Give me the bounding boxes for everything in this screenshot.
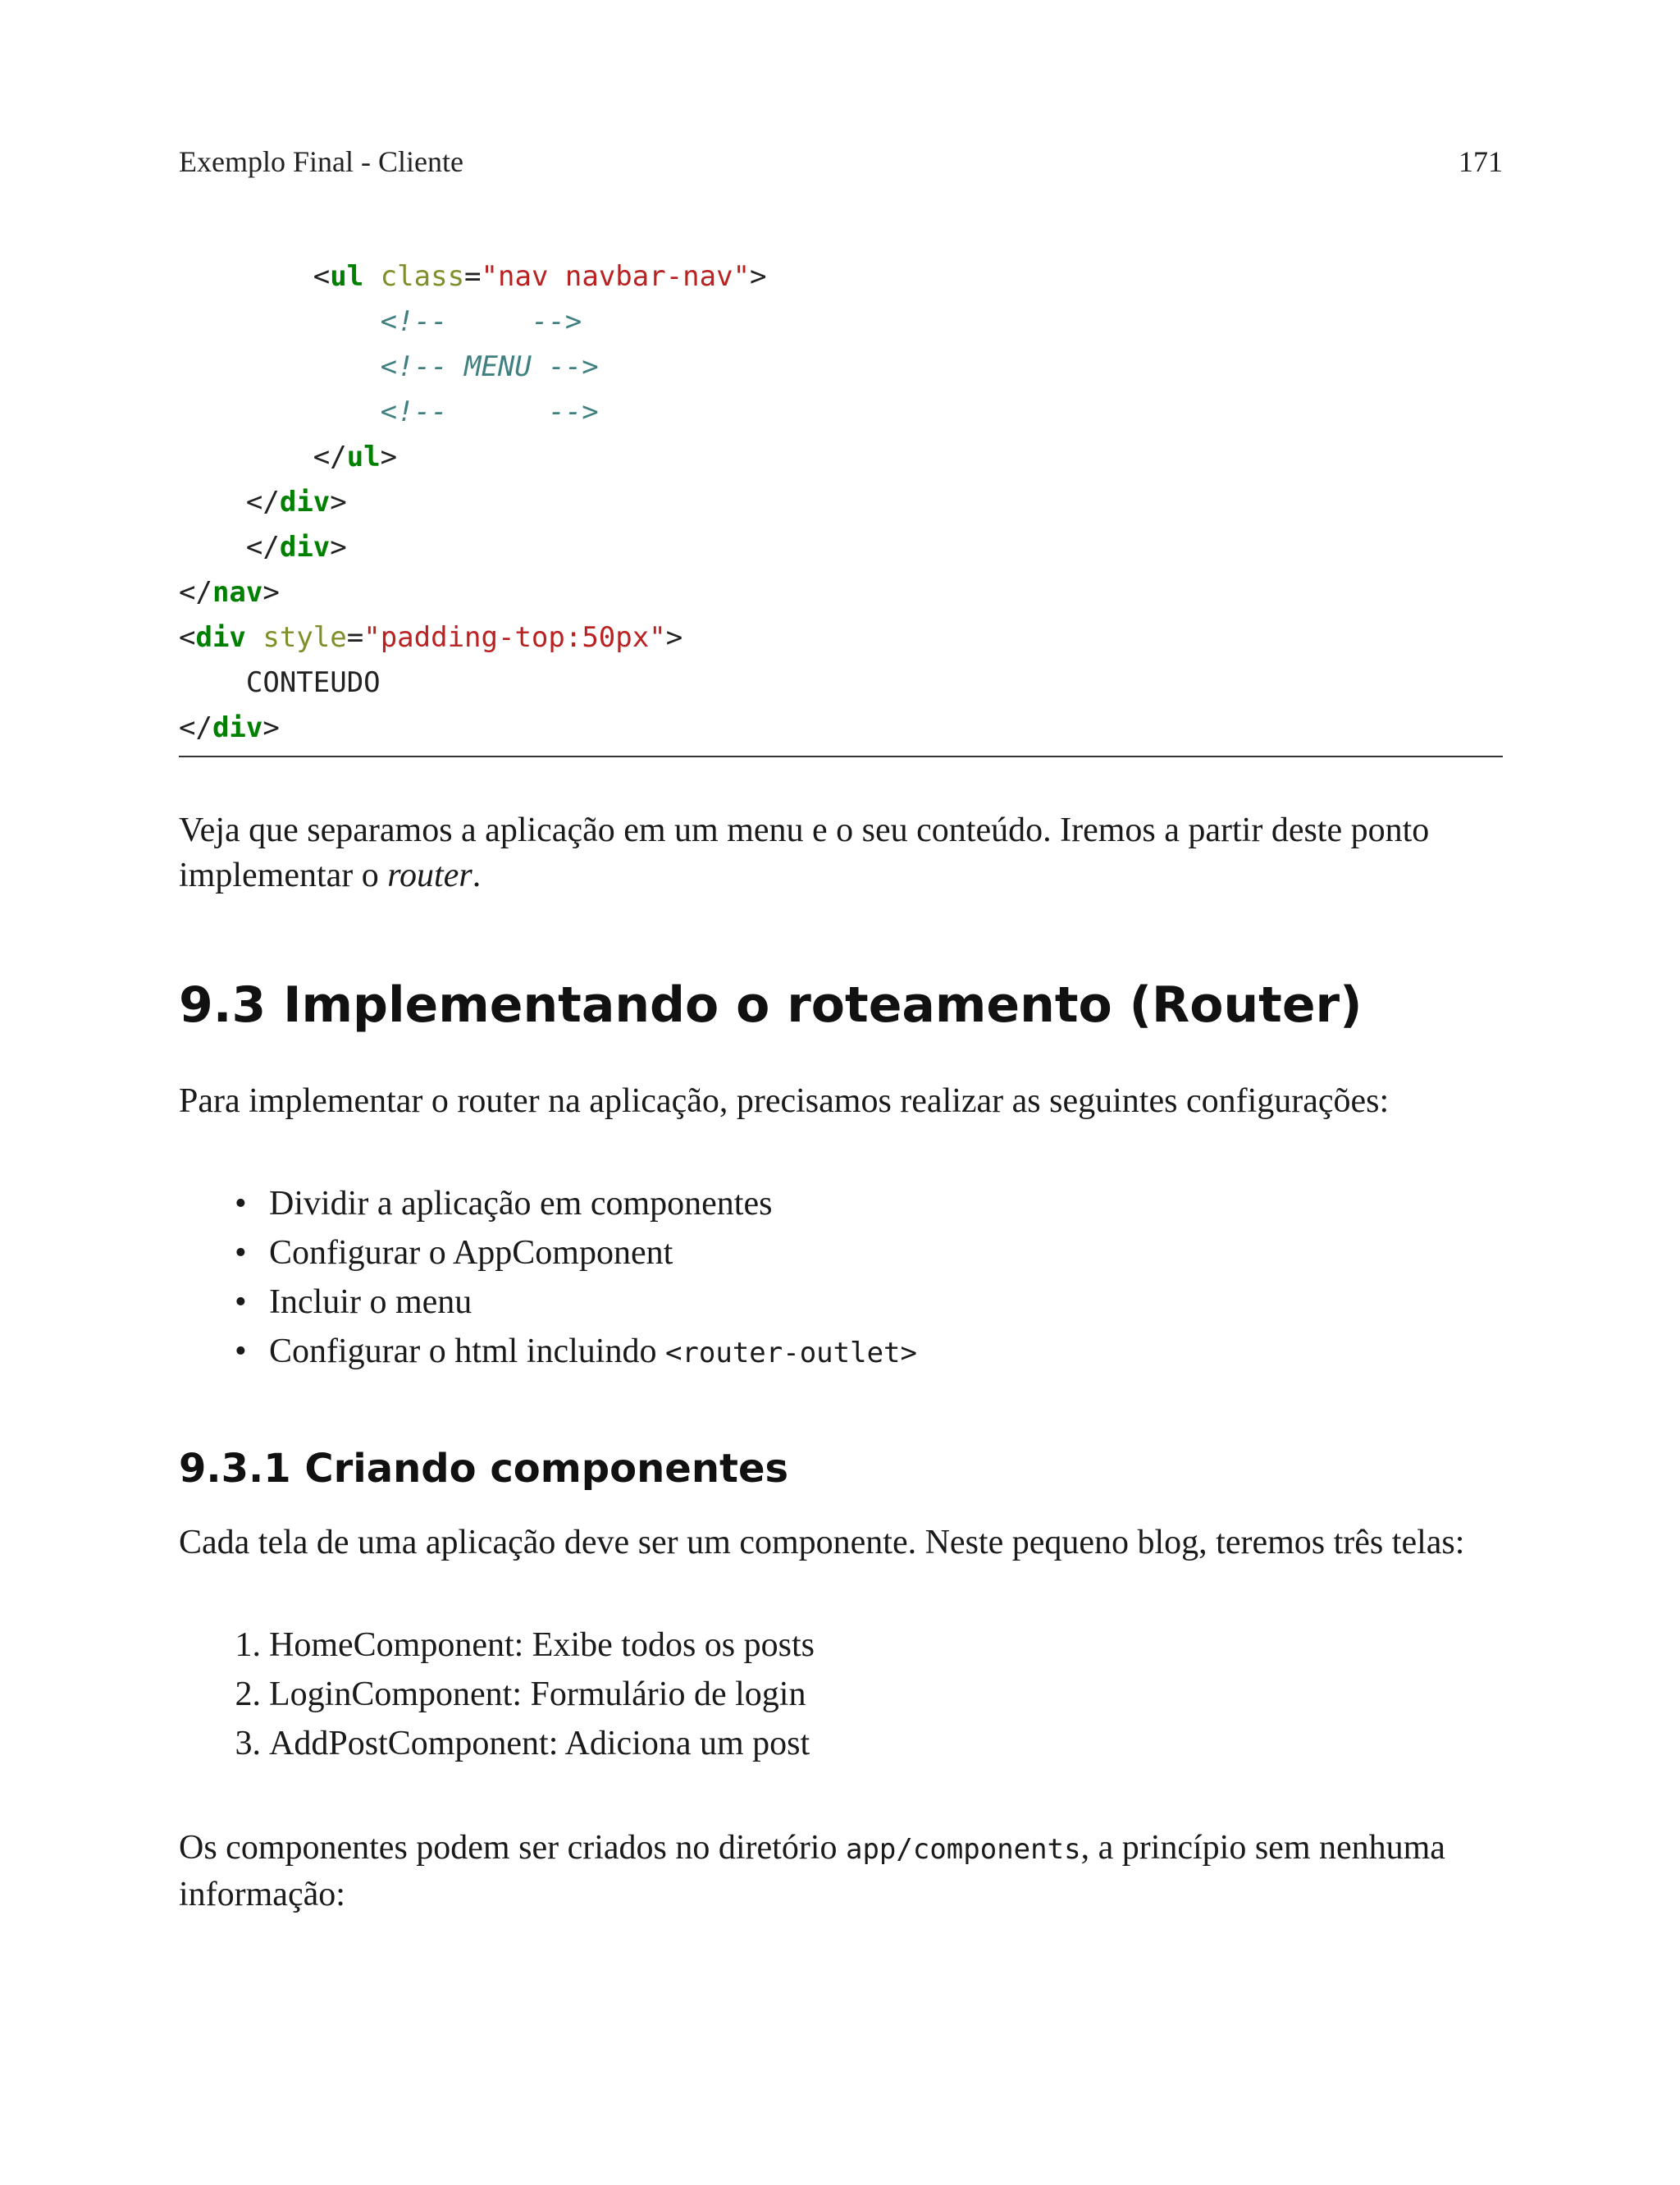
page-number: 171 (1459, 145, 1503, 178)
code-token: > (665, 621, 683, 654)
code-line (179, 435, 1503, 480)
code-token (179, 531, 246, 564)
code-token: < (179, 621, 196, 654)
code-line (179, 661, 1503, 706)
list-number: 2. (235, 1675, 261, 1713)
list-number: 1. (235, 1626, 261, 1664)
list-item-text: Configurar o AppComponent (269, 1234, 673, 1272)
bullet-marker: • (235, 1234, 247, 1272)
code-token: class (380, 260, 465, 293)
code-token: nav (212, 576, 263, 609)
code-token: > (262, 711, 280, 744)
chapter-title: Exemplo Final - Cliente (179, 145, 463, 178)
code-token: ul (330, 260, 364, 293)
list-item-text: LoginComponent: Formulário de login (269, 1675, 806, 1713)
list-item-text: AddPostComponent: Adiciona um post (269, 1725, 810, 1762)
code-line (179, 299, 1503, 345)
code-token: <!-- --> (380, 305, 582, 338)
code-listing (179, 254, 1503, 757)
paragraph-components-end: , a princípio sem nenhuma informação: (179, 1829, 1445, 1913)
bullet-marker: • (235, 1185, 247, 1223)
code-line (179, 390, 1503, 435)
code-token: CONTEUDO (179, 666, 381, 699)
list-number: 3. (235, 1725, 261, 1762)
code-token: </ (245, 531, 280, 564)
paragraph-intro (179, 808, 1503, 898)
code-token: > (262, 576, 280, 609)
running-header (179, 144, 1503, 179)
code-token: </ (179, 711, 212, 744)
code-token (179, 486, 246, 519)
list-item (179, 1278, 1503, 1327)
list-item (179, 1179, 1503, 1228)
paragraph-components-text: Os componentes podem ser criados no diretório (179, 1829, 846, 1867)
code-token (179, 395, 381, 428)
code-token: div (279, 486, 331, 519)
bullet-list (179, 1179, 1503, 1376)
paragraph-intro-text: Veja que separamos a aplicação em um menu e o seu conteúdo. Iremos a partir deste ponto implementar o (179, 811, 1430, 894)
inline-code-router-outlet: <router-outlet> (664, 1337, 917, 1369)
code-token: = (346, 621, 364, 654)
code-token: "padding-top:50px" (363, 621, 666, 654)
code-token: > (330, 486, 347, 519)
code-token: </ (179, 576, 212, 609)
section-heading-9-3-1: 9.3.1 Criando componentes (179, 1446, 789, 1492)
code-token: style (262, 621, 347, 654)
code-line (179, 480, 1503, 525)
code-line (179, 525, 1503, 570)
code-token: div (279, 531, 331, 564)
list-item-text: Dividir a aplicação em componentes (269, 1185, 773, 1223)
code-token: div (195, 621, 246, 654)
code-token: = (464, 260, 482, 293)
code-token (246, 621, 262, 654)
code-token (179, 305, 381, 338)
list-item-text: HomeComponent: Exibe todos os posts (269, 1626, 815, 1664)
paragraph-screens: Cada tela de uma aplicação deve ser um componente. Neste pequeno blog, teremos três telas: (179, 1524, 1465, 1561)
code-line (179, 706, 1503, 751)
code-line (179, 615, 1503, 661)
paragraph-router-config: Para implementar o router na aplicação, precisamos realizar as seguintes configurações: (179, 1082, 1390, 1120)
list-item-text: Configurar o html incluindo (269, 1332, 665, 1370)
code-token: <!-- --> (380, 395, 599, 428)
code-token: > (380, 441, 398, 473)
code-token: "nav navbar-nav" (481, 260, 751, 293)
list-item (179, 1327, 1503, 1376)
list-item (179, 1620, 1503, 1670)
code-token: </ (313, 441, 347, 473)
code-token (179, 350, 381, 383)
code-token: > (330, 531, 347, 564)
code-line (179, 570, 1503, 615)
code-token: div (212, 711, 263, 744)
paragraph-intro-end: . (472, 857, 482, 894)
list-item (179, 1228, 1503, 1278)
bullet-marker: • (235, 1283, 247, 1321)
list-item (179, 1719, 1503, 1768)
code-token: ul (346, 441, 381, 473)
code-token: > (750, 260, 767, 293)
list-item (179, 1670, 1503, 1719)
code-line (179, 254, 1503, 299)
list-item-text: Incluir o menu (269, 1283, 472, 1321)
paragraph-components-dir (179, 1826, 1503, 1918)
code-token (363, 260, 380, 293)
numbered-list (179, 1620, 1503, 1768)
bullet-marker: • (235, 1332, 247, 1370)
code-token (179, 441, 313, 473)
section-heading-9-3: 9.3 Implementando o roteamento (Router) (179, 976, 1363, 1034)
emphasis-router: router (387, 857, 472, 894)
code-token (179, 260, 313, 293)
code-token: < (313, 260, 331, 293)
code-line (179, 345, 1503, 390)
code-token: </ (245, 486, 280, 519)
code-token: <!-- MENU --> (380, 350, 599, 383)
inline-code-app-components: app/components (845, 1833, 1081, 1866)
